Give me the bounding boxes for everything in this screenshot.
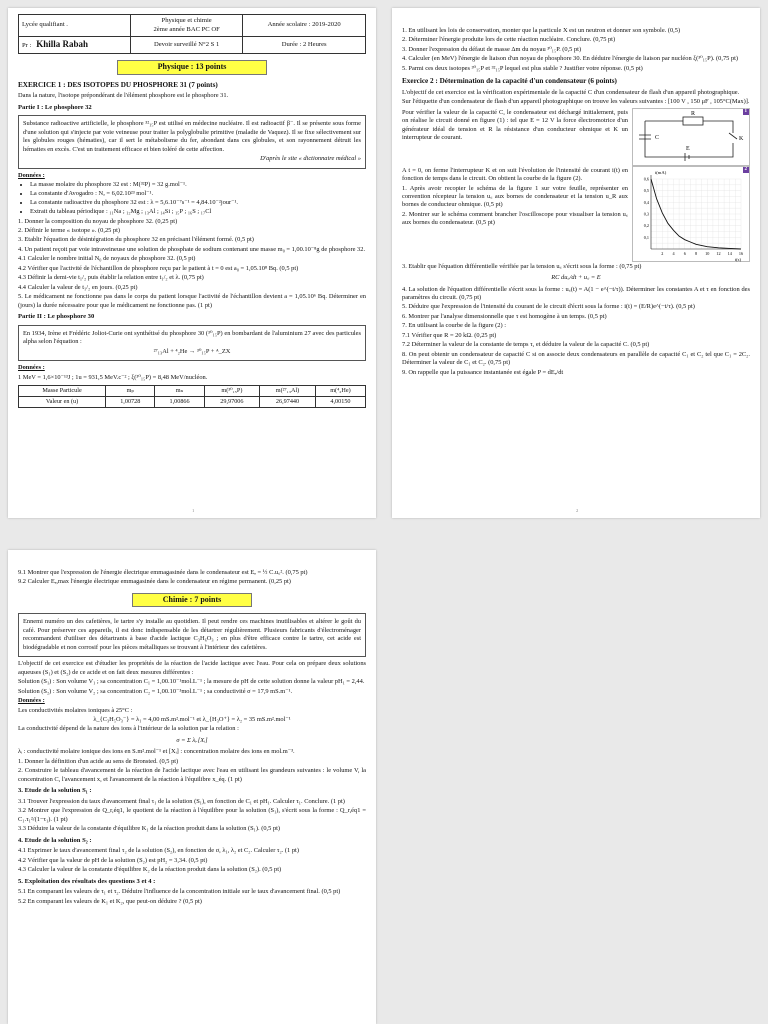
cond-relation: La conductivité dépend de la nature des ions à l'intérieur de la solution par la relation : (18, 725, 239, 733)
box-source: D'après le site « dictionnaire médical » (260, 155, 361, 163)
question: 3.1 Trouver l'expression du taux d'avancement final τ₁ de la solution (S₁), en fonction de C₁ et pH₁. Calculer τ₁. Conclure. (1 pt) (18, 797, 345, 805)
question: 3. Etablir que l'équation différentielle vérifiée par la tension u꜀ s'écrit sous la forme : (0,75 pt) (402, 262, 642, 270)
donnee-item: • La constante d'Avogadro : Nₐ = 6,02.10²³ mol⁻¹. (30, 190, 366, 198)
mass-table-row (19, 397, 366, 408)
exercise-2-intro: L'objectif de cet exercice est la vérification expérimentale de la capacité C d'un condensateur de flash d'un appareil photographique. (402, 88, 740, 96)
t0-text: A t = 0, on ferme l'interrupteur K et on suit l'évolution de l'intensité de courant i(t) en fonction de temps dans le circuit. On obtient la courbe de la figure (2). (402, 166, 628, 183)
question: 4.2 Vérifier que l'activité de l'échantillon de phosphore reçu par le patient à t = 0 est a₀ = 1,05.10⁸ Bq. (0,5 pt) (18, 264, 299, 272)
y-tick-label: 0,4 (643, 199, 649, 205)
circuit-figure (632, 108, 750, 166)
phosphorus-30-text: En 1934, Irène et Frédéric Joliot-Curie ont synthétisé du phosphore 30 (³⁰₁₅P) en bombardant de l'aluminium 27 avec des particules alpha selon l'équation : (23, 329, 361, 346)
physics-banner: Physique : 13 points (117, 60, 267, 75)
more-questions (402, 286, 750, 378)
x-tick-label: 16 (738, 250, 744, 256)
label-e: E (686, 145, 690, 152)
chem-objective: L'objectif de cet exercice est d'étudier les propriétés de la réaction de l'acide lactique avec l'eau. Pour cela on prépare deux solutions aqueuses (S₁) et (S₂) de ce acide et on fait deux mesures différentes : (18, 660, 366, 676)
donnees-label: Données : (18, 171, 45, 179)
donnee-item: • Extrait du tableau périodique : ₁₁Na ; ₁₂Mg ; ₁₃Al ; ₁₄Si ; ₁₅P ; ₁₆S ; ₁₇Cl (30, 208, 366, 216)
sigma-equation: σ = Σ λᵢ.[Xᵢ] (176, 736, 208, 744)
exam-duration: Durée : 2 Heures (243, 37, 366, 54)
cond-intro: Les conductivités molaires ioniques à 25°C : (18, 706, 133, 714)
donnees-2-label: Données : (18, 364, 45, 372)
mass-header-cell: mₚ (106, 386, 155, 397)
question: 5. Le médicament ne fonctionne pas dans le corps du patient lorsque l'activité de l'échantillon devient a = 1,05.10⁶ Bq. Déterminer en (jours) la durée nécessaire pour que le médicament ne fonctionne pas. (1 pt) (18, 293, 366, 309)
section-5-title: 5. Exploitation des résultats des questions 3 et 4 : (18, 877, 156, 885)
part-2-title: Partie II : Le phosphore 30 (18, 313, 95, 321)
subject-line-1: Physique et chimie (161, 17, 212, 24)
capacitor-label-text: Sur l'étiquette d'un condensateur de flash d'un appareil photographique on trouve les valeurs suivantes : [100 V , 150 μF , 105°C(Max)]. (402, 98, 750, 106)
exercise-1-intro: Dans la nature, l'isotope prépondérant de l'élément phosphore est le phosphore 31. (18, 92, 229, 100)
mass-header-cell: m(²⁷₁₃Al) (260, 386, 316, 397)
x-tick-label: 8 (694, 250, 698, 256)
resistor-symbol (683, 117, 703, 125)
mass-value-cell: 1,00866 (155, 397, 204, 408)
mass-row-label: Valeur en (u) (19, 397, 106, 408)
question: 4.1 Calculer le nombre initial N₀ de noyaux de phosphore 32. (0,5 pt) (18, 255, 196, 263)
descaling-text: Ennemi numéro un des cafetières, le tartre s'y installe au quotidien. Il peut rendre ces machines inutilisables et altérer le goût du café. Pour préserver ces appareils, il est donc indispensable de les détartrer régulièrement. Plusieurs fabricants d'électroménager recommandent d'utiliser des détartrants à base d'acide lactique C₃H₆O₃ ; en plus d'être efficace contre le tartre, cet acide est biodégradable et non corrosif pour les pièces métalliques se trouvant à l'intérieur des cafetières. (23, 618, 361, 651)
x-tick-label: 4 (672, 250, 675, 256)
question: 4.1 Exprimer le taux d'avancement final τ₂ de la solution (S₂), en fonction de σ, λ₁, λ₂ et C₂. Calculer τ₂. (1 pt) (18, 847, 299, 855)
question: 4.4 Calculer la valeur de t₁/₂ en jours. (0,25 pt) (18, 283, 138, 291)
question: 4.2 Vérifier que la valeur de pH de la solution (S₂) est pH₂ = 3,34. (0,5 pt) (18, 856, 208, 864)
question: 4.3 Définir la demi-vie t₁/₂ puis établir la relation entre t₁/₂ et λ. (0,75 pt) (18, 274, 204, 282)
wire-top-right (703, 121, 733, 133)
label-c: C (655, 134, 660, 141)
phosphorus-32-text: Substance radioactive artificielle, le phosphore ³²₁₅P est utilisé en médecine nucléaire. Il est radioactif β⁻. Il se présente sous forme d'une solution qui s'injecte par voie veineuse pour traiter la polyglobulie primitive (maladie de Vaquez). Il se fixe sélectivement sur les globules rouges (hématies), car il sert le métabolisme du fer, abondant dans ces globules, et son rayonnement détruit les hématies en excès. C'est un traitement efficace et bien toléré de cette affection. (23, 120, 361, 153)
solution-s1: Solution (S₁) : Son volume V₁ ; sa concentration C₁ = 1,00.10⁻¹mol.L⁻¹ ; la mesure de pH de cette solution donne la valeur pH₁ = 2,44. (18, 678, 365, 686)
exercise-2-title: Exercice 2 : Détermination de la capacité d'un condensateur (6 points) (402, 77, 617, 86)
y-tick-label: 0,3 (643, 211, 649, 217)
part-2-questions (402, 27, 750, 73)
x-tick-label: 10 (705, 250, 710, 256)
lambda-note: λᵢ : conductivité molaire ionique des ions en S.m².mol⁻¹ et [Xᵢ] : concentration molaire des ions en mol.m⁻³. (18, 748, 295, 756)
question: 7.1 Vérifier que R = 20 kΩ. (0,25 pt) (402, 331, 497, 339)
question: 5. Déduire que l'expression de l'intensité du courant de le circuit d'écrit sous la forme : i(t) = (E/R)e^(−t/τ). (0,5 pt) (402, 303, 695, 311)
header-table (18, 14, 366, 54)
section-4-title: 4. Etude de la solution S₂ : (18, 836, 92, 844)
mass-table-header (19, 386, 366, 397)
x-tick-label: 2 (661, 250, 664, 256)
mass-header-cell: m(⁴₂He) (315, 386, 365, 397)
subject-line-2: 2ème année BAC PC OF (153, 25, 220, 33)
circuit-setup-text: Pour vérifier la valeur de la capacité C, le condensateur est déchargé initialement, puis on réalise le circuit donné en figure (1) : tel que E = 12 V la force électromotrice d'un générateur idéal de tension et R la résistance d'un conducteur ohmique et K un interrupteur de courant. (402, 108, 628, 142)
part-1-questions (18, 218, 366, 311)
phosphorus-30-box (18, 325, 366, 361)
page-3 (8, 550, 376, 1024)
exam-title: Devoir surveillé N°2 S 1 (130, 37, 242, 54)
teacher-label: Pr : (22, 42, 32, 50)
page-2 (392, 8, 760, 518)
figure-1-tag: 1 (744, 108, 747, 114)
mass-header-cell: m(³⁰₁₅P) (204, 386, 259, 397)
x-tick-label: 12 (716, 250, 721, 256)
cond-values: λ_{C₃H₅O₃⁻} = λ₁ = 4,00 mS.m².mol⁻¹ et λ_{H₃O⁺} = λ₂ = 35 mS.m².mol⁻¹ (93, 715, 291, 723)
page-number: 1 (192, 507, 195, 513)
question: 9. On rappelle que la puissance instantanée est égale P = dEₑ/dt (402, 368, 564, 376)
mass-header-cell: mₙ (155, 386, 204, 397)
exercise-1-title: EXERCICE 1 : DES ISOTOPES DU PHOSPHORE 31 (7 points) (18, 80, 218, 89)
y-tick-label: 0,6 (643, 176, 649, 182)
page-number: 2 (576, 507, 579, 513)
donnees-list (30, 181, 366, 216)
chart-row (402, 166, 750, 262)
x-tick-label: 6 (683, 250, 686, 256)
circuit-row (402, 108, 750, 166)
part-1-title: Partie I : Le phosphore 32 (18, 103, 92, 111)
label-r: R (691, 110, 696, 117)
question: 1. Donner la définition d'un acide au sens de Bronsted. (0,5 pt) (18, 757, 179, 765)
mass-value-cell: 26,97440 (260, 397, 316, 408)
question: 3. Donner l'expression du défaut de masse Δm du noyau ³⁰₁₅P. (0,5 pt) (402, 45, 582, 53)
current-chart (633, 167, 751, 263)
question: 9.1 Montrer que l'expression de l'énergie électrique emmagasinée dans le condensateur est Eₑ = ½ C.u꜀². (0,75 pt) (18, 569, 308, 576)
x-tick-label: 14 (727, 250, 732, 256)
solution-s2: Solution (S₂) : Son volume V₂ ; sa concentration C₂ = 1,00.10⁻³mol.L⁻¹ ; sa conductivité σ = 17,9 mS.m⁻¹. (18, 687, 293, 695)
mass-value-cell: 4,00150 (315, 397, 365, 408)
question: 2. Construire le tableau d'avancement de la réaction de l'acide lactique avec l'eau en utilisant les grandeurs suivantes : le volume V, la concentration C, l'avancement x, et l'avancement de la réaction à l'équilibre x_éq. (1 pt) (18, 767, 366, 783)
question: 1. Donner la composition du noyau de phosphore 32. (0,25 pt) (18, 217, 178, 225)
question: 3.2 Montrer que l'expression de Q_r,éq1, le quotient de la réaction à l'équilibre pour la solution (S₁), s'écrit sous la forme : Q_r,éq1 = C₁.τ₁²/(1−τ₁). (1 pt) (18, 807, 366, 823)
question: 6. Montrer par l'analyse dimensionnelle que τ est homogène à un temps. (0,5 pt) (402, 312, 607, 320)
y-tick-label: 0,2 (643, 222, 649, 228)
donnee-item: • La constante radioactive du phosphore 32 est : λ = 5,6.10⁻⁷s⁻¹ = 4,84.10⁻²jour⁻¹. (30, 199, 366, 207)
question: 4. Un patient reçoit par voie intraveineuse une solution de phosphate de sodium contenant une masse m₀ = 1,00.10⁻⁸g de phosphore 32. (18, 245, 366, 253)
question: 3.3 Déduire la valeur de la constante d'équilibre K₁ de la réaction produit dans la solution (S₁). (0,5 pt) (18, 825, 281, 833)
subject (130, 15, 242, 37)
current-chart-figure (632, 166, 750, 262)
y-axis-label: i(mA) (655, 169, 667, 175)
question: 2. Définir le terme « isotope ». (0,25 pt) (18, 226, 121, 234)
question: 5.2 En comparant les valeurs de K₁ et K₂, que peut-on déduire ? (0,5 pt) (18, 897, 202, 905)
question: 3. Etablir l'équation de désintégration du phosphore 32 en précisant l'élément formé. (0,5 pt) (18, 236, 254, 244)
question: 1. En utilisant les lois de conservation, monter que la particule X est un neutron et donner son symbole. (0,5) (402, 27, 681, 34)
section-3-title: 3. Etude de la solution S₁ : (18, 787, 92, 795)
chemistry-banner: Chimie : 7 points (132, 593, 252, 608)
school-name: Lycée qualifiant . (19, 15, 131, 37)
question: 7.2 Déterminer la valeur de la constante de temps τ, et déduire la valeur de la capacité C. (0,5 pt) (402, 341, 650, 349)
y-tick-label: 0,5 (643, 187, 649, 193)
switch-symbol (729, 133, 737, 139)
mass-header-cell: Masse Particule (19, 386, 106, 397)
x-axis-label: t(s) (734, 256, 741, 262)
phosphorus-32-box (18, 115, 366, 168)
mass-value-cell: 29,97006 (204, 397, 259, 408)
question: 8. On peut obtenir un condensateur de capacité C si on associe deux condensateurs en parallèle de capacité C₁ et C₂ tel que C₁ = 2C₂. Déterminer la valeur de C₁ et C₂. (0,75 pt) (402, 350, 750, 367)
donnees-3-label: Données : (18, 697, 45, 705)
question: 1. Après avoir recopier le schéma de la figure 1 sur votre feuille, représenter en convention récepteur la tension u꜀ aux bornes de condensateur et la tension u_R aux bornes de conducteur ohmique. (0,5 pt) (402, 184, 628, 209)
donnee-item: • La masse molaire du phosphore 32 est : M(³²P) = 32 g.mol⁻¹. (30, 181, 366, 189)
circuit-diagram (633, 109, 751, 167)
descaling-box (18, 613, 366, 657)
label-k: K (739, 135, 744, 142)
figure-2-tag: 2 (744, 166, 747, 172)
question: 4. Calculer (en MeV) l'énergie de liaison d'un noyau de phosphore 30. En déduire l'énergie de liaison par nucléon ξ(³⁰₁₅P). (0,75 pt) (402, 55, 739, 63)
question: 9.2 Calculer Eₑ,max l'énergie électrique emmagasinée dans le condensateur en régime permanent. (0,25 pt) (18, 578, 291, 586)
question: 2. Montrer sur le schéma comment brancher l'oscilloscope pour visualiser la tension u꜀ aux bornes du condensateur. (0,5 pt) (402, 210, 628, 227)
school-year: Année scolaire : 2019-2020 (243, 15, 366, 37)
chart-side-text (402, 166, 628, 262)
question: 4.3 Calculer la valeur de la constante d'équilibre K₂ de la réaction produit dans la solution (S₂). (0,5 pt) (18, 866, 282, 874)
question: 4. La solution de l'équation différentielle s'écrit sous la forme : u꜀(t) = A(1 − e^(−t/τ)). Déterminer les constantes A et τ en fonction des paramètres du circuit. (0,75 pt) (402, 285, 750, 302)
mass-value-cell: 1,00728 (106, 397, 155, 408)
mass-table (18, 385, 366, 408)
question: 7. En utilisant la courbe de la figure (2) : (402, 322, 506, 330)
teacher-cell (19, 37, 131, 54)
question: 5.1 En comparant les valeurs de τ₁ et τ₂. Déduire l'influence de la concentration initiale sur le taux d'avancement final. (0,5 pt) (18, 888, 341, 896)
teacher-name: Khilla Rabah (36, 39, 89, 50)
nuclear-equation: ²⁷₁₃Al + ⁴₂He → ³⁰₁₅P + ᴬ_ZX (153, 347, 231, 355)
y-tick-label: 0,1 (643, 234, 649, 240)
page-1 (8, 8, 376, 518)
differential-equation: RC du꜀/dt + u꜀ = E (551, 274, 601, 282)
donnees-2-text: 1 MeV = 1,6×10⁻¹³J ; 1u = 931,5 MeV.c⁻² ; ξ(³⁰₁₅P) = 8,48 MeV/nucléon. (18, 373, 208, 381)
question: 2. Déterminer l'énergie produite lors de cette réaction nucléaire. Conclure. (0,75 pt) (402, 36, 616, 44)
question: 5. Parmi ces deux isotopes ³⁰₁₅P et ³²₁₅P lequel est plus stable ? Justifier votre réponse. (0,5 pt) (402, 64, 643, 72)
